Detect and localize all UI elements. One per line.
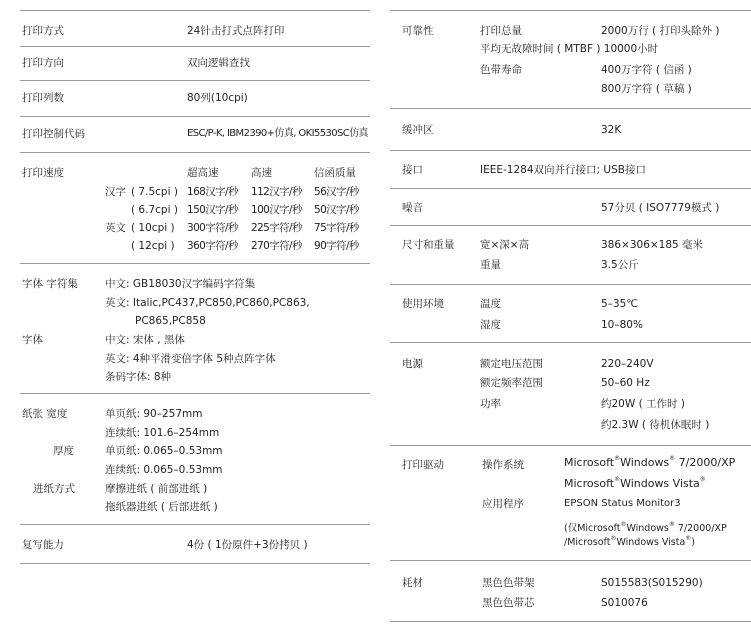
ribbon-rack-label: 黑色色带架 bbox=[482, 577, 535, 589]
os-line-1: Microsoft®Windows® 7/2000/XP bbox=[564, 455, 736, 469]
print-method-label: 打印方式 bbox=[22, 25, 64, 37]
ribbon-rack-value: S015583(S015290) bbox=[601, 577, 703, 589]
print-columns-label: 打印列数 bbox=[22, 92, 64, 104]
ribbon-life-1: 400万字符 ( 信函 ) bbox=[601, 64, 692, 76]
charset-label: 字体 字符集 bbox=[22, 278, 78, 290]
speed-group-hanzi: 汉字 bbox=[105, 186, 126, 198]
divider bbox=[390, 150, 751, 151]
speed-cpi: ( 12cpi ) bbox=[131, 240, 175, 252]
consumables-label: 耗材 bbox=[402, 577, 423, 589]
paper-width-cont: 连续纸: 101.6–254mm bbox=[105, 427, 220, 439]
paper-width-single: 单页纸: 90–257mm bbox=[105, 408, 203, 420]
reliability-total-label: 打印总量 bbox=[480, 25, 522, 37]
humidity-value: 10–80% bbox=[601, 319, 643, 331]
speed-header-high: 高速 bbox=[251, 167, 272, 179]
copies-value: 4份 ( 1份原件+3份拷贝 ) bbox=[187, 539, 308, 551]
control-codes-value: ESC/P-K, IBM2390+仿真, OKI5530SC仿真 bbox=[187, 128, 368, 139]
divider bbox=[390, 342, 751, 343]
dimension-label: 宽×深×高 bbox=[480, 239, 530, 251]
font-label: 字体 bbox=[22, 334, 43, 346]
divider bbox=[20, 10, 370, 11]
speed-value: 75字符/秒 bbox=[314, 222, 359, 234]
voltage-label: 额定电压范围 bbox=[480, 358, 543, 370]
divider bbox=[20, 524, 370, 525]
speed-cpi: ( 7.5cpi ) bbox=[131, 186, 178, 198]
power-consumption-label: 功率 bbox=[480, 398, 501, 410]
divider bbox=[20, 116, 370, 117]
speed-value: 360字符/秒 bbox=[187, 240, 238, 252]
print-method-value: 24针击打式点阵打印 bbox=[187, 25, 285, 37]
divider bbox=[390, 225, 751, 226]
divider bbox=[20, 152, 370, 153]
charset-en-1: 英文: Italic,PC437,PC850,PC860,PC863, bbox=[105, 297, 310, 309]
power-consumption-2: 约2.3W ( 待机休眠时 ) bbox=[601, 419, 710, 431]
speed-value: 90字符/秒 bbox=[314, 240, 359, 252]
speed-value: 270字符/秒 bbox=[251, 240, 302, 252]
ribbon-life-2: 800万字符 ( 草稿 ) bbox=[601, 83, 692, 95]
divider bbox=[390, 560, 751, 561]
paper-feed-1: 摩擦进纸 ( 前部进纸 ) bbox=[105, 483, 208, 495]
driver-label: 打印驱动 bbox=[402, 459, 444, 471]
divider bbox=[20, 80, 370, 81]
speed-value: 225字符/秒 bbox=[251, 222, 302, 234]
speed-value: 168汉字/秒 bbox=[187, 186, 238, 198]
speed-cpi: ( 6.7cpi ) bbox=[131, 204, 178, 216]
divider bbox=[390, 108, 751, 109]
frequency-value: 50–60 Hz bbox=[601, 377, 650, 389]
os-label: 操作系统 bbox=[482, 459, 524, 471]
left-spec-column bbox=[0, 0, 370, 638]
copies-label: 复写能力 bbox=[22, 539, 64, 551]
divider bbox=[20, 46, 370, 47]
paper-thickness-label: 厚度 bbox=[53, 445, 74, 457]
dimension-value: 386×306×185 毫米 bbox=[601, 239, 704, 251]
speed-value: 56汉字/秒 bbox=[314, 186, 359, 198]
reliability-total-value: 2000万行 ( 打印头除外 ) bbox=[601, 25, 720, 37]
humidity-label: 湿度 bbox=[480, 319, 501, 331]
divider bbox=[390, 284, 751, 285]
temperature-value: 5–35℃ bbox=[601, 298, 639, 310]
speed-group-english: 英文 bbox=[105, 222, 126, 234]
noise-value: 57分贝 ( ISO7779模式 ) bbox=[601, 202, 720, 214]
speed-value: 50汉字/秒 bbox=[314, 204, 359, 216]
font-cn: 中文: 宋体 , 黑体 bbox=[105, 334, 185, 346]
speed-value: 100汉字/秒 bbox=[251, 204, 302, 216]
reliability-mtbf: 平均无故障时间 ( MTBF ) 10000小时 bbox=[480, 43, 659, 55]
speed-value: 150汉字/秒 bbox=[187, 204, 238, 216]
divider bbox=[20, 393, 370, 394]
power-consumption-1: 约20W ( 工作时 ) bbox=[601, 398, 685, 410]
ribbon-life-label: 色带寿命 bbox=[480, 64, 522, 76]
buffer-value: 32K bbox=[601, 124, 622, 136]
buffer-label: 缓冲区 bbox=[402, 124, 434, 136]
paper-width-label: 纸张 宽度 bbox=[22, 408, 68, 420]
font-en: 英文: 4种平滑变倍字体 5种点阵字体 bbox=[105, 353, 276, 365]
speed-cpi: ( 10cpi ) bbox=[131, 222, 175, 234]
environment-label: 使用环境 bbox=[402, 298, 444, 310]
os-note-1: (仅Microsoft®Windows® 7/2000/XP bbox=[564, 521, 727, 534]
speed-value: 300字符/秒 bbox=[187, 222, 238, 234]
voltage-value: 220–240V bbox=[601, 358, 654, 370]
interface-label: 接口 bbox=[402, 164, 423, 176]
ribbon-core-value: S010076 bbox=[601, 597, 648, 609]
control-codes-label: 打印控制代码 bbox=[22, 128, 85, 140]
frequency-label: 额定频率范围 bbox=[480, 377, 543, 389]
divider bbox=[390, 10, 751, 11]
interface-value: IEEE-1284双向并行接口; USB接口 bbox=[480, 164, 646, 176]
paper-feed-label: 进纸方式 bbox=[33, 483, 75, 495]
divider bbox=[20, 263, 370, 264]
divider bbox=[390, 445, 751, 446]
charset-en-2: PC865,PC858 bbox=[135, 315, 206, 327]
speed-header-ultra: 超高速 bbox=[187, 167, 219, 179]
ribbon-core-label: 黑色色带芯 bbox=[482, 597, 535, 609]
os-line-2: Microsoft®Windows Vista® bbox=[564, 476, 706, 490]
size-weight-label: 尺寸和重量 bbox=[402, 239, 455, 251]
print-columns-value: 80列(10cpi) bbox=[187, 92, 248, 104]
os-note-2: /Microsoft®Windows Vista®) bbox=[564, 535, 696, 548]
paper-feed-2: 拖纸器进纸 ( 后部进纸 ) bbox=[105, 501, 218, 513]
noise-label: 噪音 bbox=[402, 202, 423, 214]
print-direction-value: 双向逻辑查找 bbox=[187, 57, 250, 69]
power-label: 电源 bbox=[402, 358, 423, 370]
divider bbox=[390, 621, 751, 622]
print-speed-label: 打印速度 bbox=[22, 167, 64, 179]
right-spec-column bbox=[390, 0, 751, 638]
temperature-label: 温度 bbox=[480, 298, 501, 310]
speed-value: 112汉字/秒 bbox=[251, 186, 302, 198]
divider bbox=[390, 188, 751, 189]
charset-cn: 中文: GB18030汉字编码字符集 bbox=[105, 278, 256, 290]
app-label: 应用程序 bbox=[482, 498, 524, 510]
speed-header-letter: 信函质量 bbox=[314, 167, 356, 179]
print-direction-label: 打印方向 bbox=[22, 57, 64, 69]
paper-thick-cont: 连续纸: 0.065–0.53mm bbox=[105, 464, 223, 476]
divider bbox=[20, 563, 370, 564]
weight-label: 重量 bbox=[480, 259, 501, 271]
font-barcode: 条码字体: 8种 bbox=[105, 371, 172, 383]
app-value: EPSON Status Monitor3 bbox=[564, 498, 681, 509]
reliability-label: 可靠性 bbox=[402, 25, 434, 37]
paper-thick-single: 单页纸: 0.065–0.53mm bbox=[105, 445, 223, 457]
weight-value: 3.5公斤 bbox=[601, 259, 639, 271]
